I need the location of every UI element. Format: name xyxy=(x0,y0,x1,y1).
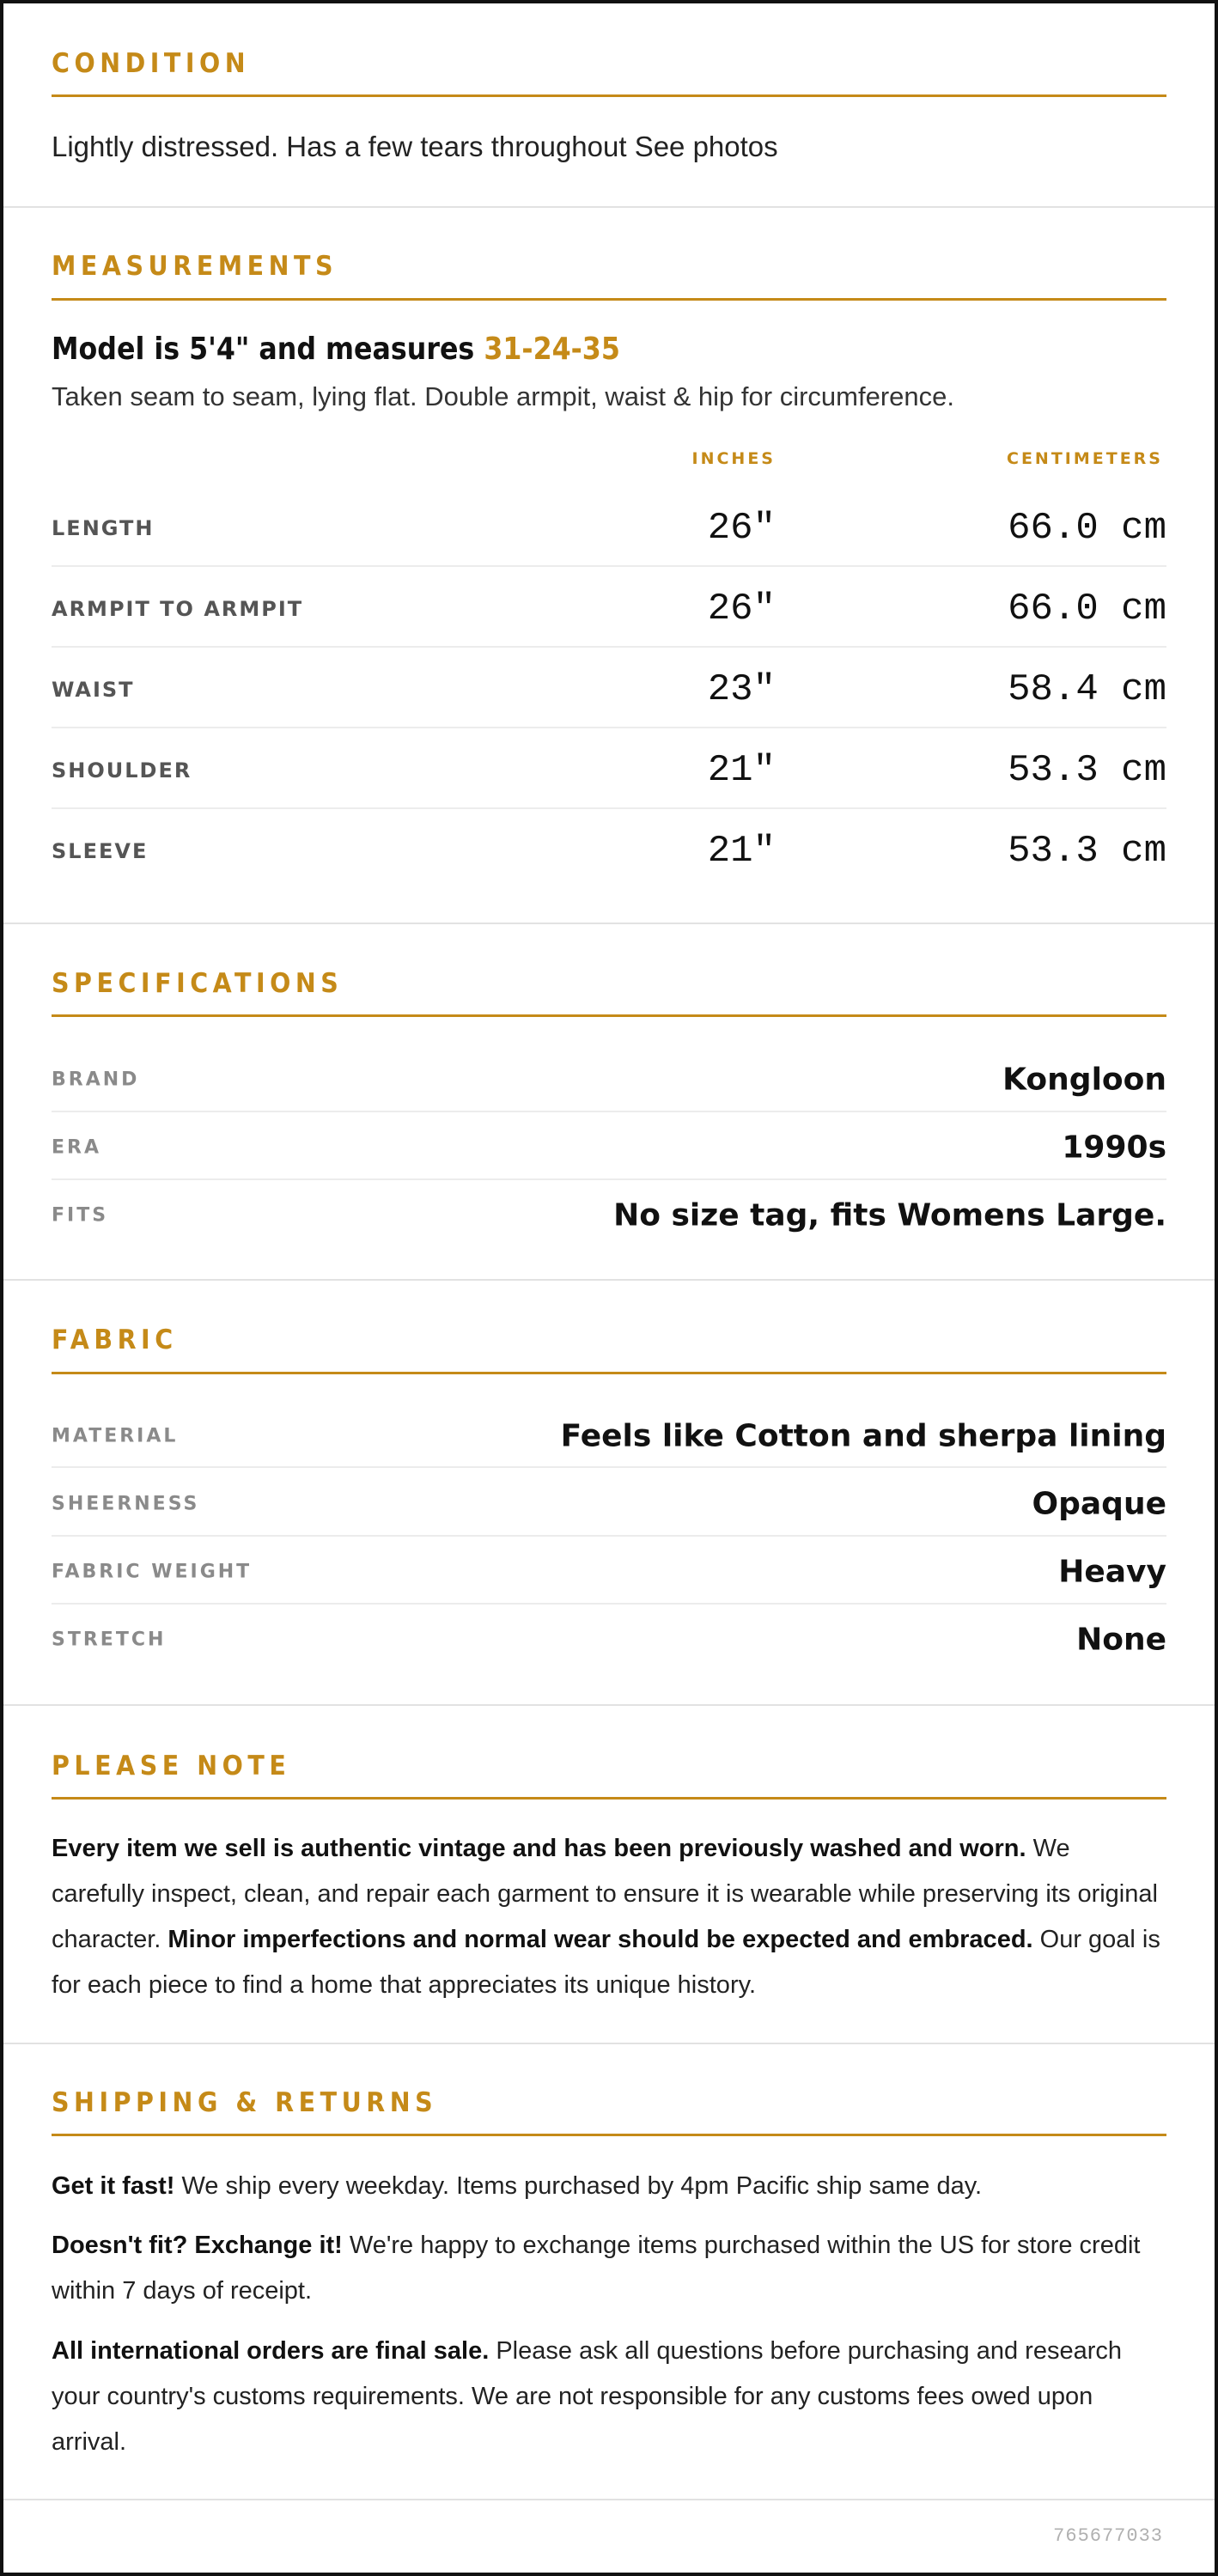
row-divider xyxy=(52,565,1166,567)
condition-rule xyxy=(52,94,1166,97)
shipping-bold-1: Get it fast! xyxy=(52,2172,175,2200)
row-divider xyxy=(52,807,1166,809)
section-divider xyxy=(3,1704,1215,1706)
fabric-label: SHEERNESS xyxy=(52,1493,200,1514)
model-measures-line xyxy=(52,332,620,367)
measurement-row xyxy=(52,730,1166,811)
row-divider xyxy=(52,646,1166,648)
measurement-inches: 21" xyxy=(707,749,776,792)
measurement-cm: 53.3 cm xyxy=(1008,830,1166,873)
note-bold-2: Minor imperfections and normal wear should be expected and embraced. xyxy=(167,1926,1033,1953)
measurement-inches: 26" xyxy=(707,588,776,630)
col-header-inches: INCHES xyxy=(691,449,776,468)
measurement-row xyxy=(52,649,1166,730)
row-divider xyxy=(52,727,1166,728)
spec-row xyxy=(52,1045,1166,1113)
measurement-label: SLEEVE xyxy=(52,839,149,863)
section-divider xyxy=(3,2499,1215,2500)
measurement-inches: 21" xyxy=(707,830,776,873)
note-text-1: We carefully inspect, clean, and repair each garment to ensure it is wearable while preserving its original character. xyxy=(52,1835,1158,1953)
measurements-note: Taken seam to seam, lying flat. Double armpit, waist & hip for circumference. xyxy=(52,381,954,411)
section-divider xyxy=(3,923,1215,924)
section-divider xyxy=(3,206,1215,208)
measurement-cm: 66.0 cm xyxy=(1008,588,1166,630)
condition-heading: CONDITION xyxy=(52,48,251,79)
fabric-value: Opaque xyxy=(1032,1486,1166,1521)
spec-row xyxy=(52,1113,1166,1181)
note-text-2: Our goal is for each piece to find a home that appreciates its unique history. xyxy=(52,1926,1160,1999)
row-divider xyxy=(52,1535,1166,1537)
fabric-heading: FABRIC xyxy=(52,1325,178,1355)
measurement-row xyxy=(52,569,1166,649)
fabric-row xyxy=(52,1402,1166,1470)
shipping-paragraph-1 xyxy=(52,2164,1166,2209)
shipping-paragraph-2 xyxy=(52,2223,1166,2314)
model-measures-value: 31-24-35 xyxy=(484,332,620,367)
row-divider xyxy=(52,1603,1166,1605)
spec-label: FITS xyxy=(52,1204,109,1226)
fabric-row xyxy=(52,1605,1166,1673)
fabric-value: Heavy xyxy=(1058,1554,1166,1589)
measurement-cm: 66.0 cm xyxy=(1008,507,1166,550)
specifications-heading: SPECIFICATIONS xyxy=(52,968,344,999)
fabric-label: STRETCH xyxy=(52,1629,167,1650)
row-divider xyxy=(52,1466,1166,1468)
please-note-heading: PLEASE NOTE xyxy=(52,1751,291,1781)
shipping-text-1: We ship every weekday. Items purchased by 4pm Pacific ship same day. xyxy=(174,2172,983,2200)
shipping-rule xyxy=(52,2134,1166,2136)
measurements-heading: MEASUREMENTS xyxy=(52,251,338,282)
section-divider xyxy=(3,1279,1215,1281)
specifications-rule xyxy=(52,1014,1166,1017)
fabric-row xyxy=(52,1470,1166,1538)
model-prefix: Model is 5'4" and measures xyxy=(52,332,484,367)
measurement-label: LENGTH xyxy=(52,516,155,540)
shipping-bold-3: All international orders are final sale. xyxy=(52,2337,490,2365)
spec-value: 1990s xyxy=(1062,1130,1166,1165)
measurements-rule xyxy=(52,298,1166,301)
row-divider xyxy=(52,1178,1166,1180)
measurement-row xyxy=(52,811,1166,892)
measurement-row xyxy=(52,488,1166,569)
shipping-heading: SHIPPING & RETURNS xyxy=(52,2087,438,2118)
spec-row xyxy=(52,1181,1166,1249)
measurement-label: ARMPIT TO ARMPIT xyxy=(52,597,304,621)
col-header-centimeters: CENTIMETERS xyxy=(1007,449,1163,468)
fabric-row xyxy=(52,1538,1166,1605)
condition-text: Lightly distressed. Has a few tears throughout See photos xyxy=(52,131,778,162)
fabric-label: MATERIAL xyxy=(52,1425,179,1446)
item-id: 765677033 xyxy=(1053,2525,1163,2547)
spec-value: Kongloon xyxy=(1002,1062,1166,1097)
shipping-bold-2: Doesn't fit? Exchange it! xyxy=(52,2232,343,2259)
shipping-text-2: We're happy to exchange items purchased within the US for store credit within 7 days of receipt. xyxy=(52,2232,1141,2305)
fabric-label: FABRIC WEIGHT xyxy=(52,1561,253,1582)
fabric-value: None xyxy=(1076,1622,1166,1657)
spec-label: ERA xyxy=(52,1136,101,1158)
shipping-text-3: Please ask all questions before purchasing and research your country's customs requirements. We are not responsible for any customs fees owed upon arrival. xyxy=(52,2337,1123,2456)
measurement-label: SHOULDER xyxy=(52,758,192,783)
measurement-inches: 23" xyxy=(707,668,776,711)
fabric-rule xyxy=(52,1372,1166,1374)
measurement-cm: 53.3 cm xyxy=(1008,749,1166,792)
fabric-value: Feels like Cotton and sherpa lining xyxy=(560,1418,1166,1453)
note-bold-1: Every item we sell is authentic vintage and has been previously washed and worn. xyxy=(52,1835,1026,1862)
section-divider xyxy=(3,2043,1215,2044)
measurement-inches: 26" xyxy=(707,507,776,550)
measurement-label: WAIST xyxy=(52,678,135,702)
spec-value: No size tag, fits Womens Large. xyxy=(613,1197,1166,1233)
please-note-rule xyxy=(52,1797,1166,1800)
spec-label: BRAND xyxy=(52,1069,140,1090)
measurement-cm: 58.4 cm xyxy=(1008,668,1166,711)
please-note-paragraph xyxy=(52,1826,1166,2008)
row-divider xyxy=(52,1111,1166,1112)
shipping-paragraph-3 xyxy=(52,2329,1166,2465)
